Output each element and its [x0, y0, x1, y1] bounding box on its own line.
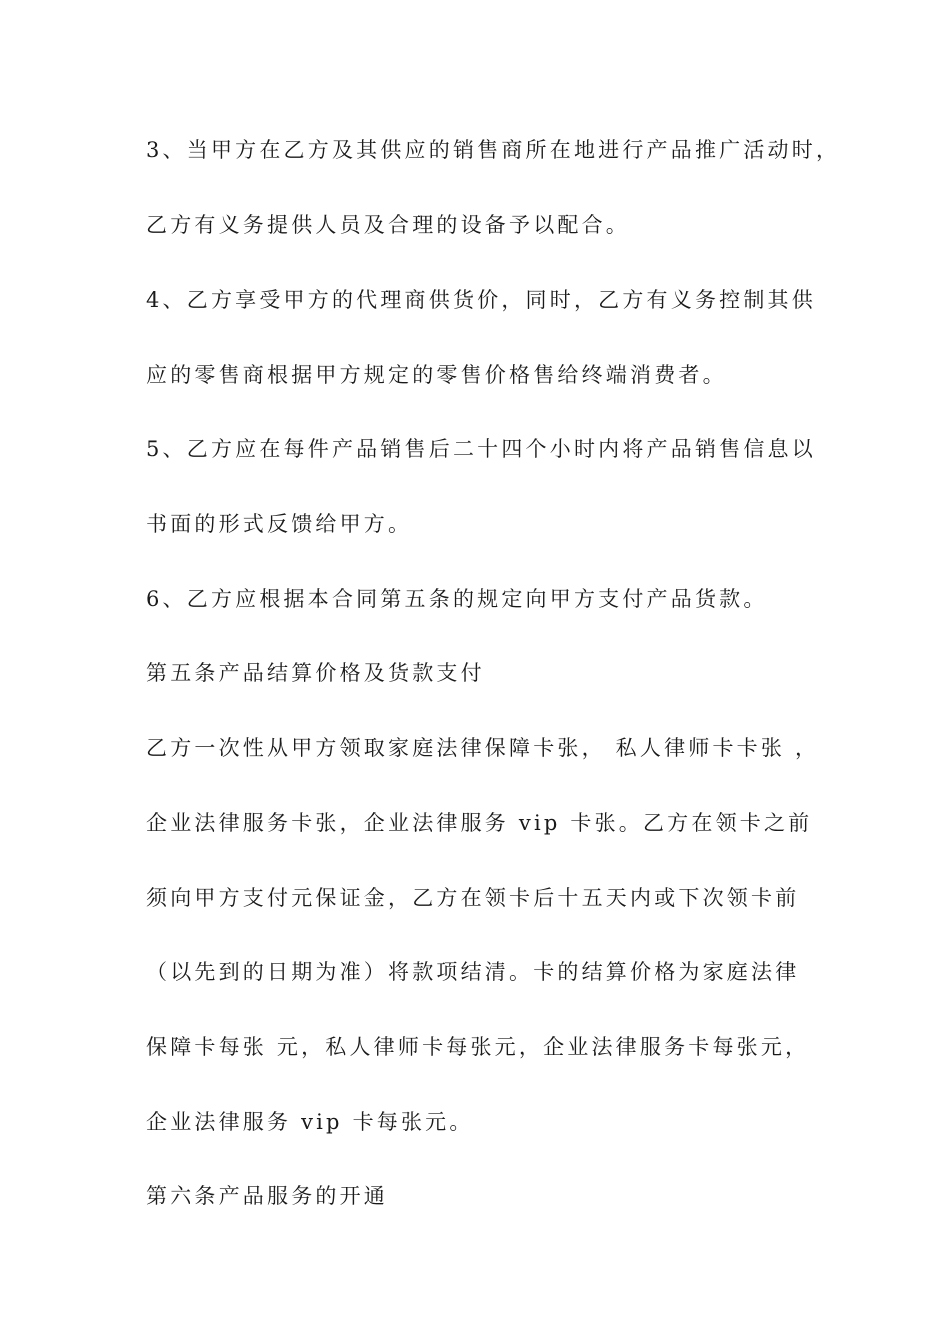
clause-5-line-1: 5、乙方应在每件产品销售后二十四个小时内将产品销售信息以 — [146, 437, 816, 461]
clause-3-line-2: 乙方有义务提供人员及合理的设备予以配合。 — [146, 213, 630, 237]
article-5-paragraph-line-4: （以先到的日期为准）将款项结清。卡的结算价格为家庭法律 — [146, 960, 800, 984]
article-6-heading: 第六条产品服务的开通 — [146, 1184, 388, 1208]
clause-4-line-2: 应的零售商根据甲方规定的零售价格售给终端消费者。 — [146, 363, 727, 387]
article-5-heading: 第五条产品结算价格及货款支付 — [146, 661, 485, 685]
article-5-paragraph-line-2: 企业法律服务卡张，企业法律服务 vip 卡张。乙方在领卡之前 — [146, 811, 813, 835]
article-5-paragraph-line-3: 须向甲方支付元保证金，乙方在领卡后十五天内或下次领卡前 — [146, 886, 800, 910]
article-5-paragraph-line-5: 保障卡每张 元，私人律师卡每张元，企业法律服务卡每张元， — [146, 1035, 810, 1059]
article-5-paragraph-line-6: 企业法律服务 vip 卡每张元。 — [146, 1110, 474, 1134]
clause-6-line-1: 6、乙方应根据本合同第五条的规定向甲方支付产品货款。 — [146, 587, 768, 611]
article-5-paragraph-line-1: 乙方一次性从甲方领取家庭法律保障卡张， 私人律师卡卡张 ， — [146, 736, 820, 760]
clause-4-line-1: 4、乙方享受甲方的代理商供货价，同时，乙方有义务控制其供 — [146, 288, 816, 312]
clause-3-line-1: 3、当甲方在乙方及其供应的销售商所在地进行产品推广活动时， — [146, 138, 841, 162]
clause-5-line-2: 书面的形式反馈给甲方。 — [146, 512, 413, 536]
